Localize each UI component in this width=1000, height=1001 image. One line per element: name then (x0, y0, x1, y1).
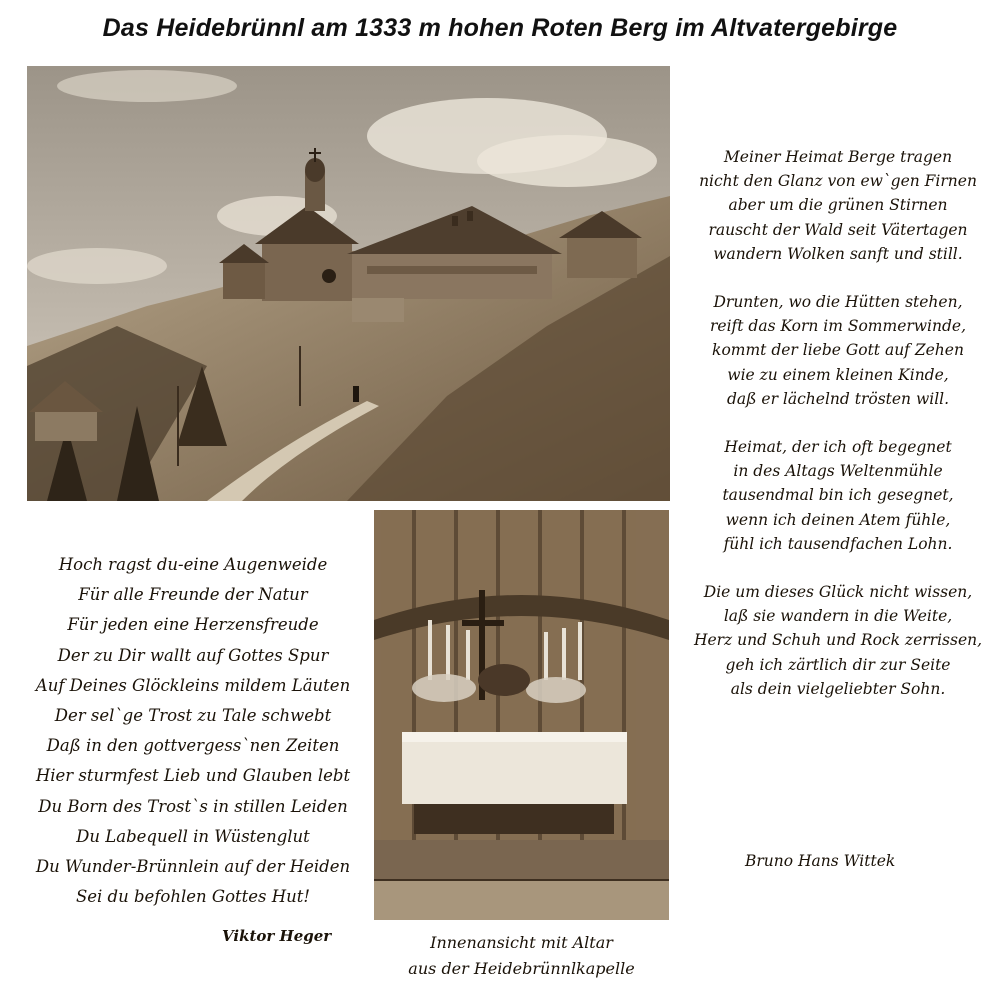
poem-stanza (680, 435, 996, 556)
poem-line: Hier sturmfest Lieb und Glauben lebt (35, 766, 351, 786)
poem-line: nicht den Glanz von ew`gen Firnen (699, 172, 977, 191)
poem-author-wittek: Bruno Hans Wittek (745, 852, 896, 870)
poem-line: Der zu Dir wallt auf Gottes Spur (57, 645, 329, 665)
caption-line: aus der Heidebrünnlkapelle (408, 959, 635, 978)
poem-line: Du Born des Trost`s in stillen Leiden (38, 796, 348, 816)
poem-line: daß er lächelnd trösten will. (726, 389, 950, 408)
poem-line: Die um dieses Glück nicht wissen, (703, 583, 973, 602)
poem-line: als dein vielgeliebter Sohn. (730, 679, 946, 698)
altar-interior-photo (374, 510, 669, 920)
caption-line: Innenansicht mit Altar (430, 933, 613, 952)
poem-line: geh ich zärtlich dir zur Seite (725, 655, 951, 674)
poem-line: tausendmal bin ich gesegnet, (722, 486, 954, 505)
poem-line: Heimat, der ich oft begegnet (724, 438, 952, 457)
poem-line: in des Altags Weltenmühle (733, 462, 943, 481)
poem-line: Du Wunder-Brünnlein auf der Heiden (35, 857, 351, 877)
poem-line: fühl ich tausendfachen Lohn. (723, 534, 953, 553)
poem-line: rauscht der Wald seit Vätertagen (708, 220, 968, 239)
poem-author-heger: Viktor Heger (222, 927, 332, 945)
poem-stanza (680, 145, 996, 266)
poem-line: Für jeden eine Herzensfreude (67, 615, 319, 635)
poem-hoch-ragst-du (14, 550, 372, 912)
poem-line: wandern Wolken sanft und still. (713, 244, 963, 263)
poem-line: Der sel`ge Trost zu Tale schwebt (54, 706, 332, 726)
poem-heimat-berge (680, 145, 996, 725)
poem-line: reift das Korn im Sommerwinde, (709, 317, 967, 336)
poem-line: aber um die grünen Stirnen (728, 196, 948, 215)
poem-line: Hoch ragst du-eine Augenweide (58, 555, 328, 574)
poem-line: Sei du befohlen Gottes Hut! (75, 887, 311, 907)
poem-line: laß sie wandern in die Weite, (723, 607, 953, 626)
poem-stanza (680, 290, 996, 411)
poem-line: Drunten, wo die Hütten stehen, (713, 293, 963, 312)
poem-line: wie zu einem kleinen Kinde, (727, 365, 949, 384)
poem-line: kommt der liebe Gott auf Zehen (712, 341, 964, 360)
poem-line: Für alle Freunde der Natur (78, 585, 308, 605)
page-title: Das Heidebrünnl am 1333 m hohen Roten Berg im Altvatergebirge (102, 14, 898, 42)
poem-line: Daß in den gottvergess`nen Zeiten (46, 736, 340, 756)
poem-line: Meiner Heimat Berge tragen (723, 148, 953, 166)
poem-line: Du Labequell in Wüstenglut (76, 826, 310, 846)
altar-photo-caption (374, 930, 669, 982)
poem-stanza (680, 580, 996, 701)
poem-line: Herz und Schuh und Rock zerrissen, (693, 631, 983, 650)
poem-line: wenn ich deinen Atem fühle, (725, 510, 951, 529)
poem-line: Auf Deines Glöckleins mildem Läuten (35, 675, 351, 695)
chapel-landscape-photo (27, 66, 670, 501)
